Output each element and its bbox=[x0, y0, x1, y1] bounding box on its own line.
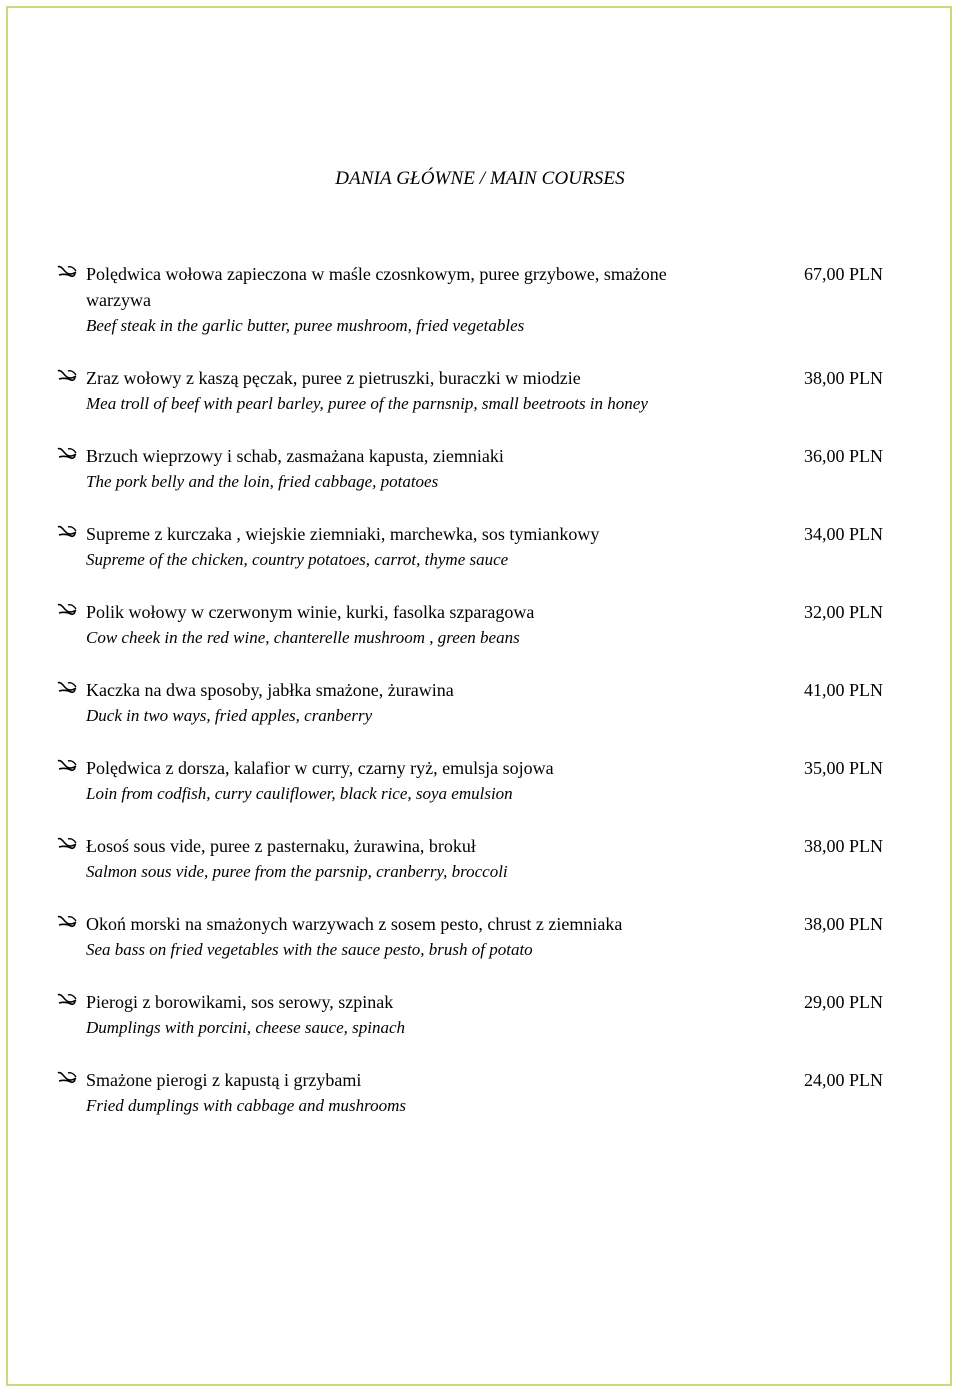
dish-name-pl: Łosoś sous vide, puree z pasternaku, żurawina, brokuł bbox=[86, 836, 476, 856]
menu-item bbox=[56, 989, 886, 1041]
dish-name-pl: Kaczka na dwa sposoby, jabłka smażone, żurawina bbox=[86, 680, 454, 700]
dish-price: 36,00 PLN bbox=[803, 446, 883, 466]
dish-name-en: Fried dumplings with cabbage and mushrooms bbox=[86, 1096, 407, 1115]
dish-price: 34,00 PLN bbox=[803, 524, 883, 544]
dish-name-en: Mea troll of beef with pearl barley, puree of the parnsnip, small beetroots in honey bbox=[86, 394, 648, 413]
page-title: DANIA GŁÓWNE / MAIN COURSES bbox=[335, 168, 625, 189]
dish-name-pl: Smażone pierogi z kapustą i grzybami bbox=[86, 1070, 362, 1090]
scroll-bullet-icon bbox=[56, 834, 78, 854]
dish-price: 24,00 PLN bbox=[803, 1070, 883, 1090]
dish-name-en: Sea bass on fried vegetables with the sauce pesto, brush of potato bbox=[86, 940, 533, 959]
scroll-bullet-icon bbox=[56, 600, 78, 620]
dish-price: 38,00 PLN bbox=[803, 836, 883, 856]
scroll-bullet-icon bbox=[56, 444, 78, 464]
dish-price: 41,00 PLN bbox=[803, 680, 883, 700]
dish-name-pl: Polędwica wołowa zapieczona w maśle czosnkowym, puree grzybowe, smażone warzywa bbox=[86, 264, 667, 310]
menu-item bbox=[56, 521, 886, 573]
menu-item bbox=[56, 1067, 886, 1119]
scroll-bullet-icon bbox=[56, 678, 78, 698]
dish-name-en: Cow cheek in the red wine, chanterelle mushroom , green beans bbox=[86, 628, 520, 647]
dish-name-en: Salmon sous vide, puree from the parsnip, cranberry, broccoli bbox=[86, 862, 508, 881]
dish-name-en: Loin from codfish, curry cauliflower, black rice, soya emulsion bbox=[86, 784, 513, 803]
menu-item bbox=[56, 443, 886, 495]
dish-name-pl: Pierogi z borowikami, sos serowy, szpinak bbox=[86, 992, 394, 1012]
menu-item bbox=[56, 677, 886, 729]
dish-name-en: The pork belly and the loin, fried cabbage, potatoes bbox=[86, 472, 439, 491]
dish-name-en: Beef steak in the garlic butter, puree mushroom, fried vegetables bbox=[86, 316, 525, 335]
menu-item bbox=[56, 755, 886, 807]
dish-price: 38,00 PLN bbox=[803, 368, 883, 388]
menu-item bbox=[56, 833, 886, 885]
scroll-bullet-icon bbox=[56, 990, 78, 1010]
dish-price: 32,00 PLN bbox=[803, 602, 883, 622]
dish-name-pl: Zraz wołowy z kaszą pęczak, puree z pietruszki, buraczki w miodzie bbox=[86, 368, 581, 388]
dish-name-pl: Polędwica z dorsza, kalafior w curry, czarny ryż, emulsja sojowa bbox=[86, 758, 554, 778]
menu-item bbox=[56, 599, 886, 651]
menu-item bbox=[56, 911, 886, 963]
scroll-bullet-icon bbox=[56, 522, 78, 542]
dish-name-en: Dumplings with porcini, cheese sauce, spinach bbox=[86, 1018, 406, 1037]
dish-name-en: Supreme of the chicken, country potatoes, carrot, thyme sauce bbox=[86, 550, 509, 569]
dish-name-pl: Supreme z kurczaka , wiejskie ziemniaki, marchewka, sos tymiankowy bbox=[86, 524, 600, 544]
dish-price: 38,00 PLN bbox=[803, 914, 883, 934]
scroll-bullet-icon bbox=[56, 262, 78, 282]
dish-name-pl: Okoń morski na smażonych warzywach z sosem pesto, chrust z ziemniaka bbox=[86, 914, 623, 934]
dish-price: 35,00 PLN bbox=[803, 758, 883, 778]
dish-name-pl: Brzuch wieprzowy i schab, zasmażana kapusta, ziemniaki bbox=[86, 446, 504, 466]
dish-name-en: Duck in two ways, fried apples, cranberry bbox=[86, 706, 373, 725]
dish-name-pl: Polik wołowy w czerwonym winie, kurki, fasolka szparagowa bbox=[86, 602, 535, 622]
menu-item bbox=[56, 261, 886, 339]
scroll-bullet-icon bbox=[56, 756, 78, 776]
scroll-bullet-icon bbox=[56, 366, 78, 386]
dish-price: 29,00 PLN bbox=[803, 992, 883, 1012]
scroll-bullet-icon bbox=[56, 1068, 78, 1088]
menu-item bbox=[56, 365, 886, 417]
menu-list bbox=[56, 261, 886, 1145]
scroll-bullet-icon bbox=[56, 912, 78, 932]
dish-price: 67,00 PLN bbox=[803, 264, 883, 284]
